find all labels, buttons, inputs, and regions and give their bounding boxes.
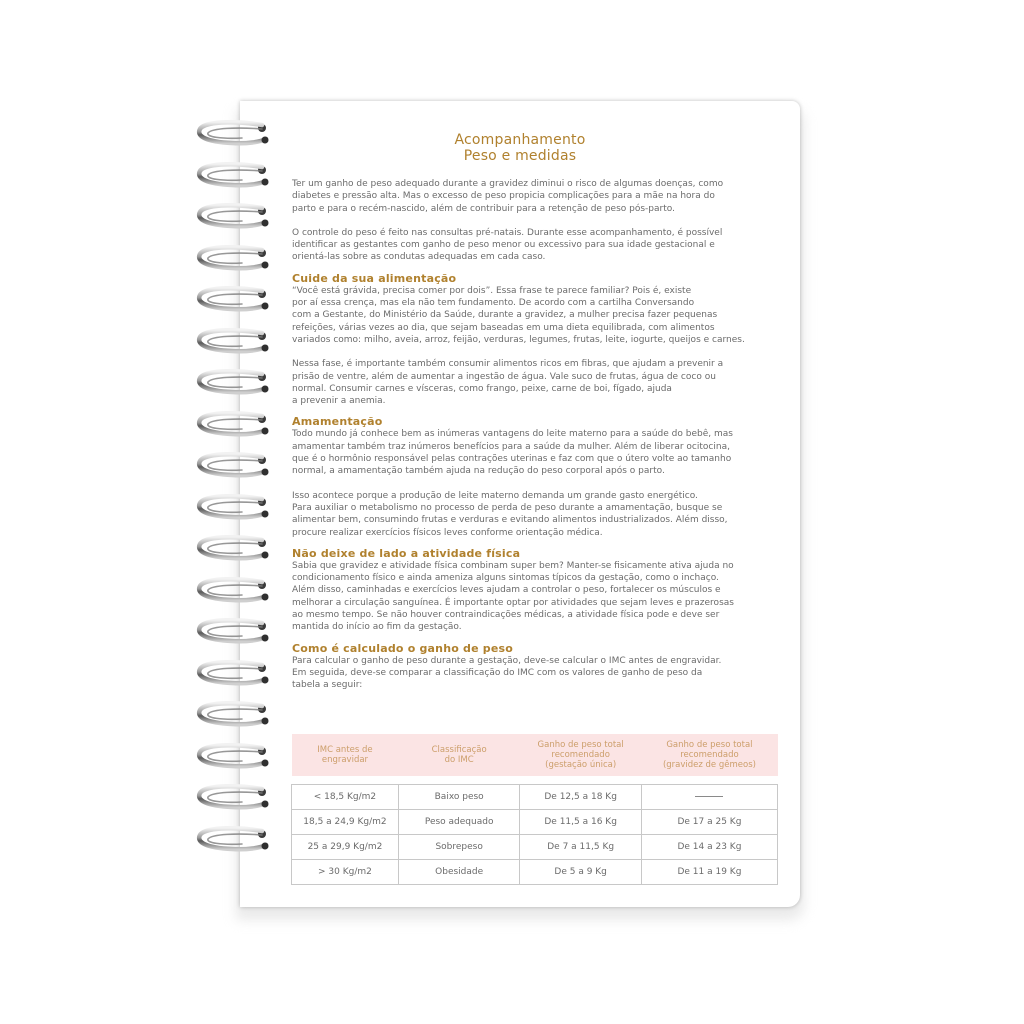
table-header-gemeos: Ganho de peso total recomendado (gravidez de gêmeos) — [641, 734, 777, 776]
spiral-binding-ring-icon — [192, 203, 272, 231]
spiral-binding-ring-icon — [192, 784, 272, 812]
spiral-binding-ring-icon — [192, 660, 272, 688]
page-content — [292, 178, 762, 692]
weight-gain-table — [291, 734, 778, 885]
spiral-binding-ring-icon — [192, 577, 272, 605]
table-cell: < 18,5 Kg/m2 — [292, 785, 399, 810]
spiral-binding-ring-icon — [192, 535, 272, 563]
notebook-page — [240, 101, 800, 907]
spiral-binding-ring-icon — [192, 286, 272, 314]
table-cell: De 12,5 a 18 Kg — [520, 785, 642, 810]
table-header-row — [292, 734, 778, 776]
page-title-line2: Peso e medidas — [463, 148, 577, 164]
intro-paragraph-1: Ter um ganho de peso adequado durante a gravidez diminui o risco de algumas doenças, como diabetes e pressão alta. Mas o excesso de peso propicia complicações para a mãe na hora do parto e para o recém-nascido, além de contribuir para a retenção de peso pós-parto. — [292, 179, 724, 214]
spiral-binding-ring-icon — [192, 743, 272, 771]
spiral-binding-ring-icon — [192, 245, 272, 273]
amamentacao-paragraph-2: Isso acontece porque a produção de leite materno demanda um grande gasto energético. Para auxiliar o metabolismo no processo de perda de peso durante a amamentação, busque se alimentar bem, consumindo frutas e verduras e evitando alimentos industrializados. Além disso, procure realizar exercícios físicos leves conforme orientação médica. — [292, 490, 728, 538]
table-cell: Baixo peso — [398, 785, 520, 810]
table-cell: > 30 Kg/m2 — [292, 860, 399, 885]
spiral-binding-ring-icon — [192, 162, 272, 190]
table-cell-empty — [641, 785, 777, 810]
heading-amamentacao: Amamentação — [292, 415, 383, 429]
page-title-line1: Acompanhamento — [454, 132, 586, 148]
table-cell: De 11,5 a 16 Kg — [520, 810, 642, 835]
table-cell: De 17 a 25 Kg — [641, 810, 777, 835]
heading-alimentacao: Cuide da sua alimentação — [292, 271, 457, 285]
table-cell: De 11 a 19 Kg — [641, 860, 777, 885]
table-header-imc: IMC antes de engravidar — [292, 734, 399, 776]
spiral-binding — [192, 120, 272, 880]
heading-ganho-de-peso: Como é calculado o ganho de peso — [292, 641, 514, 655]
spiral-binding-ring-icon — [192, 494, 272, 522]
table-row — [292, 810, 778, 835]
dash-icon — [695, 796, 723, 797]
spiral-binding-ring-icon — [192, 369, 272, 397]
amamentacao-paragraph-1: Todo mundo já conhece bem as inúmeras vantagens do leite materno para a saúde do bebê, mas amamentar também traz inúmeros benefícios para a saúde da mulher. Além de liberar ocitocina, que é o hormônio responsável pelas contrações uterinas e faz com que o útero volte ao tamanho normal, a amamentação também ajuda na redução do peso corporal após o parto. — [292, 429, 733, 477]
spiral-binding-ring-icon — [192, 618, 272, 646]
table-cell: De 5 a 9 Kg — [520, 860, 642, 885]
table-cell: Obesidade — [398, 860, 520, 885]
table-row — [292, 860, 778, 885]
spiral-binding-ring-icon — [192, 328, 272, 356]
spiral-binding-ring-icon — [192, 411, 272, 439]
table-cell: 25 a 29,9 Kg/m2 — [292, 835, 399, 860]
spiral-binding-ring-icon — [192, 826, 272, 854]
alimentacao-paragraph-2: Nessa fase, é importante também consumir alimentos ricos em fibras, que ajudam a prevenir a prisão de ventre, além de aumentar a ingestão de água. Vale suco de frutas, água de coco ou normal. Consumir carnes e vísceras, como frango, peixe, carne de boi, fígado, ajuda a prevenir a anemia. — [292, 359, 724, 407]
table-cell: 18,5 a 24,9 Kg/m2 — [292, 810, 399, 835]
alimentacao-paragraph-1: “Você está grávida, precisa comer por dois”. Essa frase te parece familiar? Pois é, existe por aí essa crença, mas ela não tem fundamento. De acordo com a cartilha Conversando com a Gestante, do Ministério da Saúde, durante a gravidez, a mulher precisa fazer pequenas refeições, várias vezes ao dia, que sejam baseadas em uma dieta equilibrada, com alimentos variados como: milho, aveia, arroz, feijão, verduras, legumes, frutas, leite, iogurte, queijos e carnes. — [292, 285, 745, 345]
atividade-fisica-paragraph: Sabia que gravidez e atividade física combinam super bem? Manter-se fisicamente ativa ajuda no condicionamento físico e ainda ameniza alguns sintomas típicos da gestação, como o inchaço. Além disso, caminhadas e exercícios leves ajudam a controlar o peso, fortalecer os músculos e melhorar a circulação sanguínea. É importante optar por atividades que sejam leves e prazerosas ao mesmo tempo. Se não houver contraindicações médicas, a atividade física pode e deve ser mantida do início ao fim da gestação. — [292, 560, 734, 633]
table-cell: Peso adequado — [398, 810, 520, 835]
ganho-de-peso-paragraph: Para calcular o ganho de peso durante a gestação, deve-se calcular o IMC antes de engravidar. Em seguida, deve-se comparar a classificação do IMC com os valores de ganho de peso da tabela a seguir: — [292, 655, 722, 691]
intro-paragraph-2: O controle do peso é feito nas consultas pré-natais. Durante esse acompanhamento, é possível identificar as gestantes com ganho de peso menor ou excessivo para sua idade gestacional e orientá-las sobre as condutas adequadas em cada caso. — [292, 227, 723, 263]
spiral-binding-ring-icon — [192, 701, 272, 729]
table-header-gestacao-unica: Ganho de peso total recomendado (gestação única) — [520, 734, 642, 776]
table-row — [292, 785, 778, 810]
table-header-classificacao: Classificação do IMC — [398, 734, 520, 776]
table-cell: De 14 a 23 Kg — [641, 835, 777, 860]
spiral-binding-ring-icon — [192, 120, 272, 148]
table-cell: Sobrepeso — [398, 835, 520, 860]
spiral-binding-ring-icon — [192, 452, 272, 480]
table-row — [292, 835, 778, 860]
heading-atividade-fisica: Não deixe de lado a atividade física — [292, 546, 521, 560]
table-cell: De 7 a 11,5 Kg — [520, 835, 642, 860]
